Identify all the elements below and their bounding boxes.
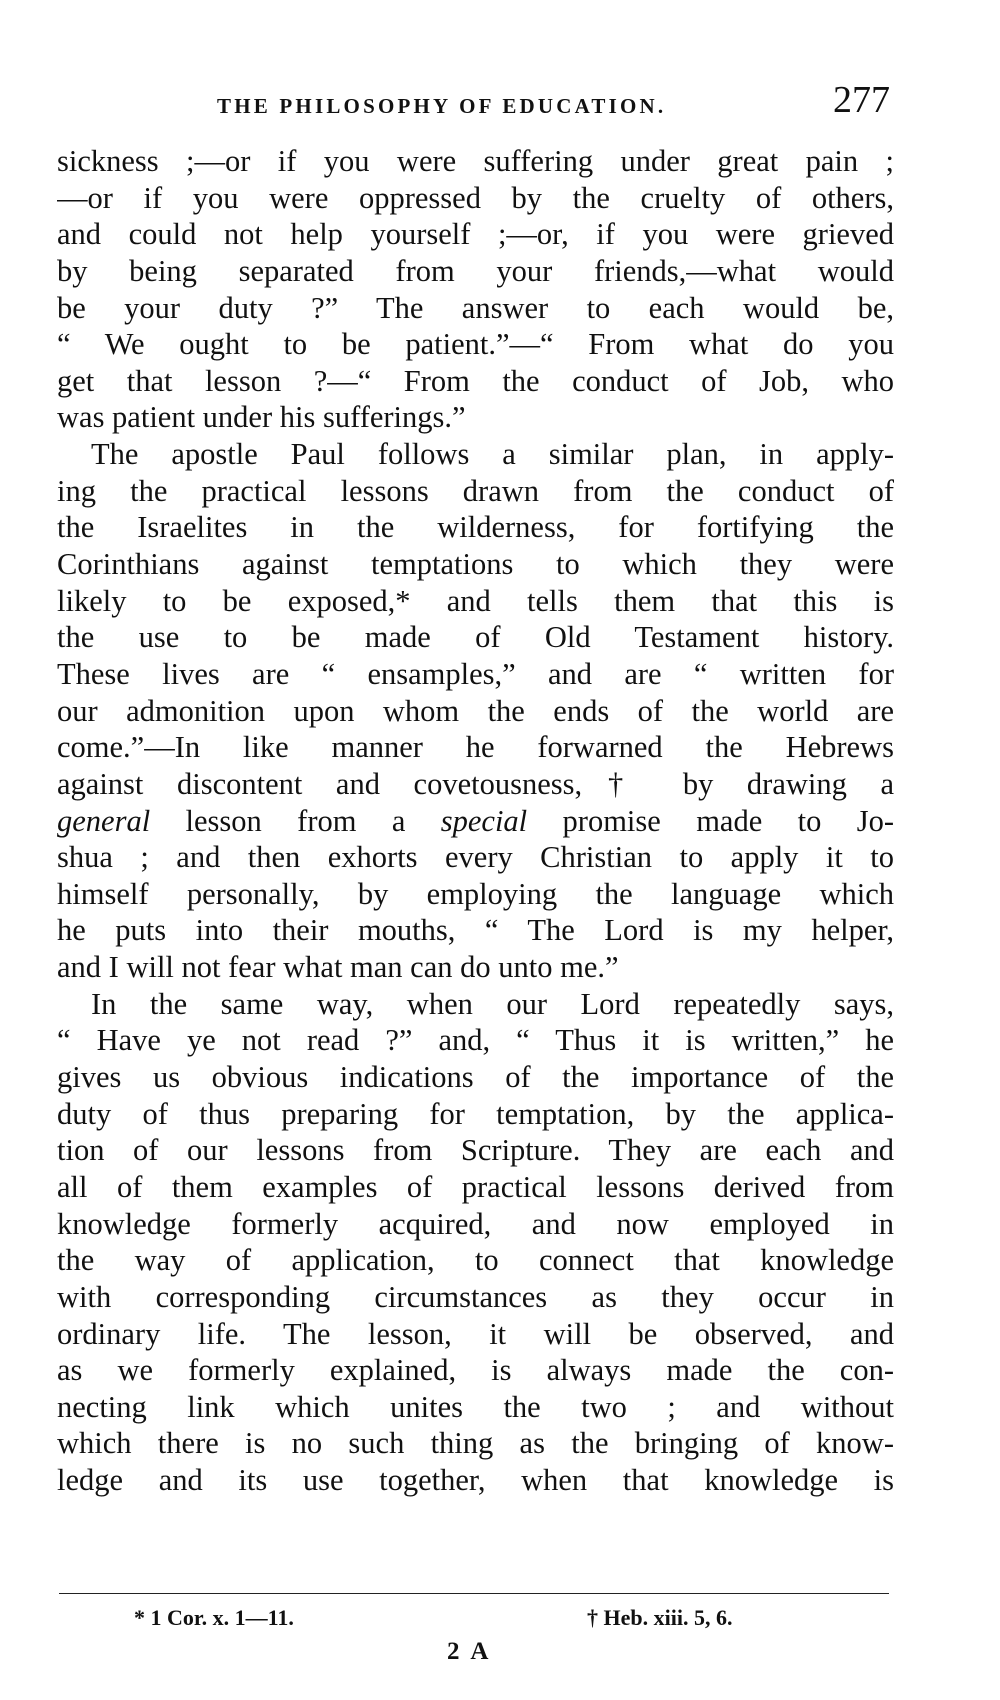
text-line: as we formerly explained, is always made the con- xyxy=(57,1353,894,1388)
text-line: with corresponding circumstances as they occur in xyxy=(57,1279,894,1314)
body-text xyxy=(57,143,894,1499)
footnote-divider xyxy=(59,1593,889,1594)
text-line: our admonition upon whom the ends of the world are xyxy=(57,693,894,728)
text-line: all of them examples of practical lessons derived from xyxy=(57,1169,894,1204)
text-line: ledge and its use together, when that knowledge is xyxy=(57,1463,894,1498)
text-line: In the same way, when our Lord repeatedly says, xyxy=(91,986,894,1021)
footnote-hebrews: † Heb. xiii. 5, 6. xyxy=(587,1605,733,1630)
text-line: The apostle Paul follows a similar plan, in apply- xyxy=(91,437,894,472)
text-line: ordinary life. The lesson, it will be observed, and xyxy=(57,1316,894,1351)
text-line: These lives are “ ensamples,” and are “ written for xyxy=(57,656,894,691)
text-line: ing the practical lessons drawn from the conduct of xyxy=(57,473,894,508)
page-header xyxy=(57,80,894,130)
footnote-corinthians: * 1 Cor. x. 1—11. xyxy=(134,1605,294,1630)
text-line: he puts into their mouths, “ The Lord is my helper, xyxy=(57,913,894,948)
paragraph-2 xyxy=(57,436,894,986)
page-number: 277 xyxy=(833,79,890,121)
text-line: get that lesson ?—“ From the conduct of Job, who xyxy=(57,363,894,398)
text-line: tion of our lessons from Scripture. They are each and xyxy=(57,1133,894,1168)
text-line: the way of application, to connect that knowledge xyxy=(57,1243,894,1278)
signature-mark: 2 A xyxy=(447,1638,492,1665)
text-line: duty of thus preparing for temptation, by the applica- xyxy=(57,1096,894,1131)
text-line: shua ; and then exhorts every Christian to apply it to xyxy=(57,840,894,875)
text-line: was patient under his sufferings.” xyxy=(57,400,466,435)
text-line: Corinthians against temptations to which they were xyxy=(57,547,894,582)
text-line: the use to be made of Old Testament history. xyxy=(57,620,894,655)
text-line: “ We ought to be patient.”—“ From what do you xyxy=(57,327,894,362)
text-line: gives us obvious indications of the importance of the xyxy=(57,1060,894,1095)
text-line: —or if you were oppressed by the cruelty of others, xyxy=(57,180,894,215)
text-line-with-emphasis: general lesson from a special promise made to Jo- xyxy=(57,803,894,838)
book-page xyxy=(57,0,894,1700)
text-line: sickness ;—or if you were suffering under great pain ; xyxy=(57,144,894,178)
text-line: himself personally, by employing the language which xyxy=(57,876,894,911)
emphasized-word: special xyxy=(440,803,528,838)
text-line: likely to be exposed,* and tells them that this is xyxy=(57,583,894,618)
text-line: which there is no such thing as the bringing of know- xyxy=(57,1426,894,1461)
emphasized-word: general xyxy=(57,803,151,838)
text-line: knowledge formerly acquired, and now employed in xyxy=(57,1206,894,1241)
text-line: be your duty ?” The answer to each would be, xyxy=(57,290,894,325)
paragraph-1 xyxy=(57,143,894,436)
text-line: and could not help yourself ;—or, if you were grieved xyxy=(57,217,894,252)
text-line: against discontent and covetousness,† by drawing a xyxy=(57,766,894,801)
text-line: the Israelites in the wilderness, for fortifying the xyxy=(57,510,894,545)
running-head: THE PHILOSOPHY OF EDUCATION. xyxy=(217,94,667,118)
text-line: necting link which unites the two ; and without xyxy=(57,1389,894,1424)
text-line: and I will not fear what man can do unto me.” xyxy=(57,950,619,985)
text-line: “ Have ye not read ?” and, “ Thus it is written,” he xyxy=(57,1023,894,1058)
text-line: by being separated from your friends,—what would xyxy=(57,253,894,288)
paragraph-3 xyxy=(57,986,894,1499)
text-line: come.”—In like manner he forwarned the Hebrews xyxy=(57,730,894,765)
